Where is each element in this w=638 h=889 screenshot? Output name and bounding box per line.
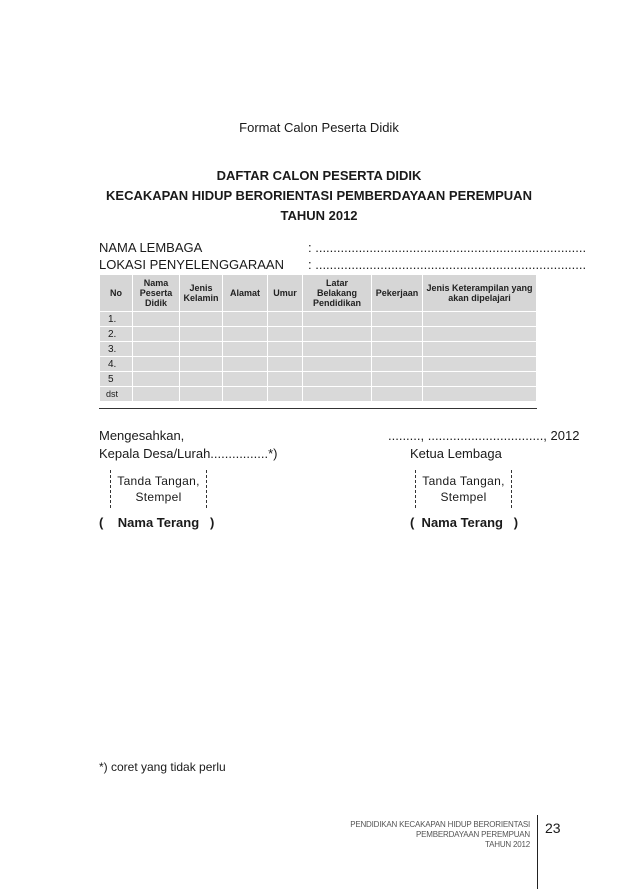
nama-terang-left: ( Nama Terang ): [99, 515, 215, 530]
ketua-lembaga-label: Ketua Lembaga: [410, 446, 502, 461]
table-cell: [268, 342, 303, 357]
form-year: TAHUN 2012: [280, 208, 358, 223]
table-cell: [223, 357, 268, 372]
lembaga-label: NAMA LEMBAGA: [99, 240, 203, 255]
date-line: ........., ................................, 2012: [388, 428, 580, 443]
table-cell: [223, 342, 268, 357]
table-cell: [180, 357, 223, 372]
footnote: *) coret yang tidak perlu: [99, 760, 226, 774]
footer-line3: TAHUN 2012: [485, 840, 530, 849]
table-cell: [423, 342, 537, 357]
row-number: 1.: [100, 312, 133, 327]
nama-terang-right: ( Nama Terang ): [410, 515, 519, 530]
lokasi-value: : ...........................................................................: [308, 257, 587, 272]
header-jenis-kelamin: Jenis Kelamin: [180, 275, 223, 312]
table-cell: [268, 357, 303, 372]
table-cell: [423, 372, 537, 387]
table-cell: [268, 387, 303, 402]
lokasi-label: LOKASI PENYELENGGARAAN: [99, 257, 284, 272]
document-caption: Format Calon Peserta Didik: [239, 120, 399, 135]
table-cell: [372, 357, 423, 372]
header-nama: Nama Peserta Didik: [133, 275, 180, 312]
running-footer: [340, 820, 530, 850]
row-number: 2.: [100, 327, 133, 342]
table-cell: [133, 387, 180, 402]
table-cell: [133, 327, 180, 342]
stamp-left-line2: Stempel: [135, 490, 182, 504]
footer-line2: PEMBERDAYAAN PEREMPUAN: [416, 830, 530, 839]
row-number: 4.: [100, 357, 133, 372]
stamp-box-right: [415, 470, 512, 508]
footer-line1: PENDIDIKAN KECAKAPAN HIDUP BERORIENTASI: [350, 820, 530, 829]
table-cell: [303, 372, 372, 387]
table-cell: [180, 372, 223, 387]
table-cell: [223, 327, 268, 342]
header-alamat: Alamat: [223, 275, 268, 312]
table-cell: [303, 357, 372, 372]
header-pekerjaan: Pekerjaan: [372, 275, 423, 312]
participant-table: [99, 274, 537, 402]
table-cell: [223, 387, 268, 402]
table-cell: [133, 342, 180, 357]
header-no: No: [100, 275, 133, 312]
table-row: [100, 312, 537, 327]
table-cell: [268, 327, 303, 342]
table-cell: [223, 312, 268, 327]
lembaga-value: : ...........................................................................: [308, 240, 587, 255]
table-row: [100, 357, 537, 372]
row-number: 3.: [100, 342, 133, 357]
table-row: [100, 342, 537, 357]
table-cell: [133, 372, 180, 387]
table-header-row: [100, 275, 537, 312]
stamp-right-line2: Stempel: [440, 490, 487, 504]
table-cell: [133, 312, 180, 327]
table-cell: [133, 357, 180, 372]
row-number: dst: [100, 387, 133, 402]
table-row: [100, 327, 537, 342]
table-cell: [372, 372, 423, 387]
page-number: 23: [545, 820, 561, 836]
table-cell: [180, 312, 223, 327]
header-keterampilan: Jenis Keterampilan yang akan dipelajari: [423, 275, 537, 312]
table-cell: [423, 312, 537, 327]
page-number-rule: [537, 815, 538, 889]
table-cell: [423, 387, 537, 402]
header-latar-belakang: Latar Belakang Pendidikan: [303, 275, 372, 312]
table-row: [100, 372, 537, 387]
table-cell: [180, 387, 223, 402]
table-cell: [372, 327, 423, 342]
table-cell: [303, 312, 372, 327]
form-subtitle: KECAKAPAN HIDUP BERORIENTASI PEMBERDAYAAN PEREMPUAN: [106, 188, 532, 203]
mengesahkan-label: Mengesahkan,: [99, 428, 185, 443]
table-cell: [303, 342, 372, 357]
table-cell: [303, 327, 372, 342]
table-cell: [268, 312, 303, 327]
table-row: [100, 387, 537, 402]
form-title: DAFTAR CALON PESERTA DIDIK: [216, 168, 422, 183]
table-cell: [180, 342, 223, 357]
table-cell: [423, 327, 537, 342]
table-cell: [268, 372, 303, 387]
table-cell: [180, 327, 223, 342]
stamp-box-left: [110, 470, 207, 508]
table-cell: [223, 372, 268, 387]
stamp-right-line1: Tanda Tangan,: [422, 474, 505, 488]
row-number: 5: [100, 372, 133, 387]
table-cell: [372, 387, 423, 402]
table-cell: [423, 357, 537, 372]
stamp-left-line1: Tanda Tangan,: [117, 474, 200, 488]
kepala-desa-label: Kepala Desa/Lurah................*): [99, 446, 278, 461]
header-umur: Umur: [268, 275, 303, 312]
table-cell: [303, 387, 372, 402]
table-cell: [372, 342, 423, 357]
table-cell: [372, 312, 423, 327]
